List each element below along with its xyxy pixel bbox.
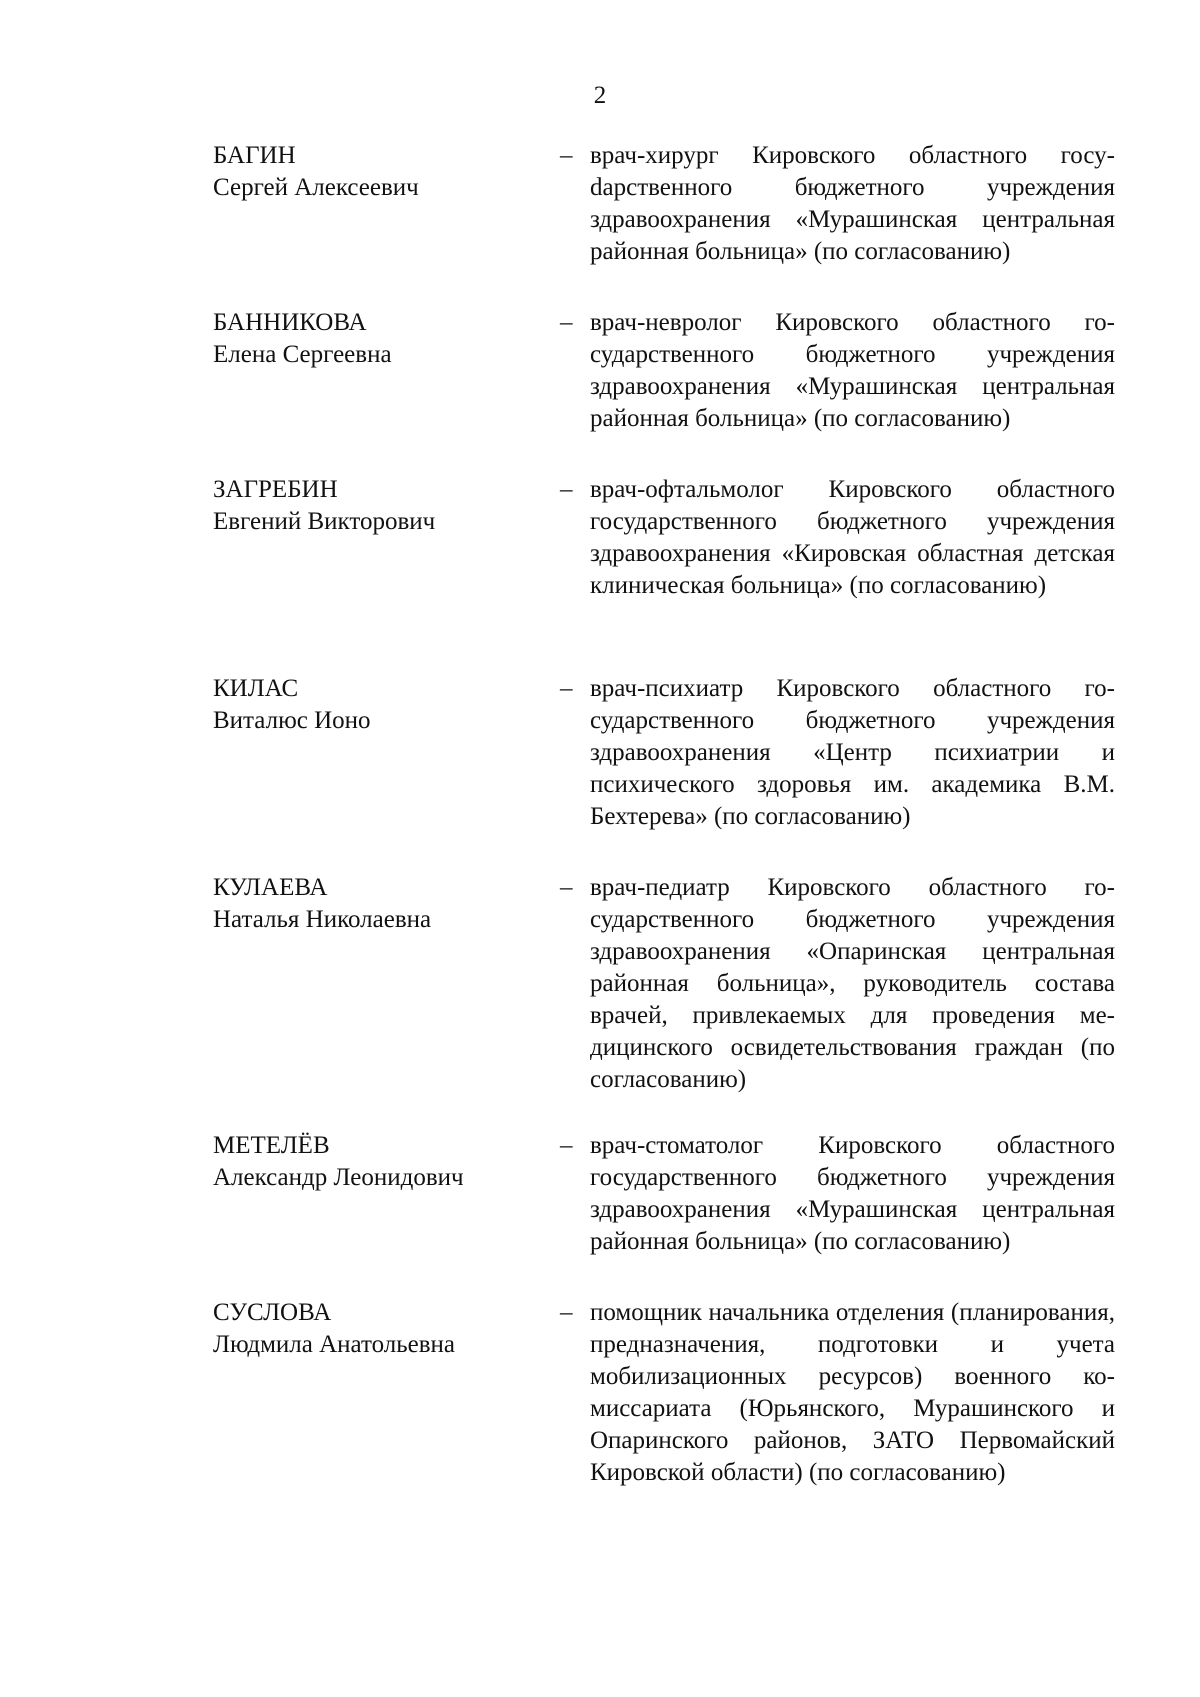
member-surname: МЕТЕЛЁВ	[213, 1132, 330, 1159]
member-given-names: Наталья Николаевна	[213, 906, 432, 933]
member-name	[213, 307, 533, 371]
member-name	[213, 673, 533, 737]
member-surname: ЗАГРЕБИН	[213, 476, 338, 503]
entry-dash: –	[560, 675, 573, 702]
entry-dash: –	[560, 874, 573, 901]
member-surname: БАННИКОВА	[213, 309, 367, 336]
entry-dash: –	[560, 1132, 573, 1159]
member-surname: БАГИН	[213, 142, 296, 169]
member-surname: СУСЛОВА	[213, 1299, 332, 1326]
entry-dash: –	[560, 476, 573, 503]
entry-dash: –	[560, 1299, 573, 1326]
member-name	[213, 140, 533, 204]
member-surname: КУЛАЕВА	[213, 874, 328, 901]
member-name	[213, 474, 533, 538]
member-surname: КИЛАС	[213, 675, 299, 702]
member-role: врач-невролог Кировского областного государственного бюджетного учреждения здравоохранения «Мурашинская центральная районная больница» (по согласованию)	[590, 309, 1115, 432]
member-role: помощник начальника отделения (планирования, предназначения, подготовки и учета мобилизационных ресурсов) военного комиссариата (Юрьянского, Мурашинского и Опаринского районов, ЗАТО Первомайский Кировской области) (по согласованию)	[590, 1299, 1115, 1486]
member-name	[213, 1297, 533, 1361]
entry-dash: –	[560, 142, 573, 169]
member-given-names: Евгений Викторович	[213, 508, 436, 535]
member-name	[213, 1130, 533, 1194]
member-role: врач-офтальмолог Кировского областного государственного бюджетного учреждения здравоохранения «Кировская областная детская клиническая больница» (по согласованию)	[590, 476, 1115, 599]
member-role: врач-стоматолог Кировского областного государственного бюджетного учреждения здравоохранения «Мурашинская центральная районная больница» (по согласованию)	[590, 1132, 1115, 1255]
member-name	[213, 872, 533, 936]
member-given-names: Людмила Анатольевна	[213, 1331, 456, 1358]
member-role: врач-психиатр Кировского областного государственного бюджетного учреждения здравоохранения «Центр психиатрии и психического здоровья им. академика В.М. Бехтерева» (по согласованию)	[590, 675, 1115, 830]
entry-dash: –	[560, 309, 573, 336]
member-given-names: Александр Леонидович	[213, 1164, 464, 1191]
page-number: 2	[593, 82, 607, 109]
member-given-names: Елена Сергеевна	[213, 341, 392, 368]
member-role: врач-педиатр Кировского областного государственного бюджетного учреждения здравоохранения «Опаринская центральная районная больница», руководитель состава врачей, привлекаемых для проведения медицинского освидетельствования граждан (по согласованию)	[590, 874, 1115, 1093]
member-given-names: Виталюс Ионо	[213, 707, 371, 734]
member-given-names: Сергей Алексеевич	[213, 174, 419, 201]
member-role: врач-хирург Кировского областного госуdарственного бюджетного учреждения здравоохранения «Мурашинская центральная районная больница» (по согласованию)	[590, 142, 1115, 265]
